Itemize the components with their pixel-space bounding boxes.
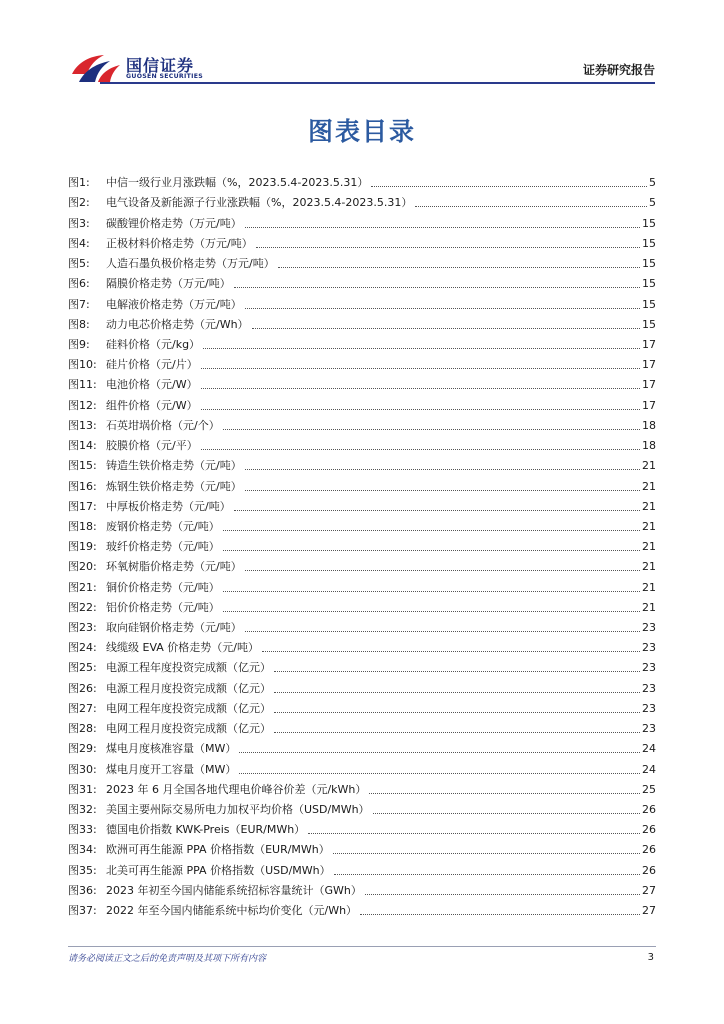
toc-dot-leader <box>274 691 640 693</box>
toc-dot-leader <box>360 913 640 915</box>
toc-entry[interactable] <box>68 473 656 493</box>
toc-page-number: 15 <box>642 236 656 250</box>
guosen-logo-mark-icon <box>70 52 122 86</box>
toc-figure-number: 图14: <box>68 439 97 453</box>
toc-figure-title: 煤电月度核准容量（MW） <box>106 742 237 756</box>
toc-figure-title: 电池价格（元/W） <box>106 378 198 392</box>
toc-figure-number: 图18: <box>68 519 97 533</box>
toc-page-number: 15 <box>642 216 656 230</box>
toc-entry[interactable] <box>68 413 656 433</box>
toc-page-number: 17 <box>642 398 656 412</box>
toc-dot-leader <box>223 549 640 551</box>
toc-figure-number: 图17: <box>68 499 97 513</box>
toc-entry[interactable] <box>68 595 656 615</box>
toc-page-number: 21 <box>642 499 656 513</box>
toc-figure-title: 隔膜价格走势（万元/吨） <box>106 277 231 291</box>
toc-figure-title: 德国电价指数 KWK-Preis（EUR/MWh） <box>106 823 306 837</box>
toc-entry[interactable] <box>68 190 656 210</box>
toc-entry[interactable] <box>68 736 656 756</box>
toc-entry[interactable] <box>68 352 656 372</box>
toc-figure-number: 图24: <box>68 641 97 655</box>
toc-dot-leader <box>365 893 640 895</box>
toc-entry[interactable] <box>68 554 656 574</box>
toc-entry[interactable] <box>68 878 656 898</box>
toc-dot-leader <box>223 529 640 531</box>
toc-entry[interactable] <box>68 453 656 473</box>
toc-dot-leader <box>278 266 640 268</box>
toc-page-number: 17 <box>642 337 656 351</box>
toc-entry[interactable] <box>68 655 656 675</box>
toc-page-number: 5 <box>649 196 656 210</box>
toc-page-number: 18 <box>642 439 656 453</box>
toc-figure-title: 中信一级行业月涨跌幅（%，2023.5.4-2023.5.31） <box>106 176 369 190</box>
toc-page-number: 26 <box>642 803 656 816</box>
toc-entry[interactable] <box>68 857 656 877</box>
toc-page-number: 25 <box>642 782 656 796</box>
toc-entry[interactable] <box>68 696 656 716</box>
toc-entry[interactable] <box>68 433 656 453</box>
toc-entry[interactable] <box>68 170 656 190</box>
toc-figure-title: 铜价价格走势（元/吨） <box>106 580 220 594</box>
toc-page-number: 15 <box>642 317 656 331</box>
toc-figure-number: 图34: <box>68 843 97 857</box>
toc-figure-title: 炼钢生铁价格走势（元/吨） <box>106 479 242 493</box>
toc-figure-number: 图13: <box>68 418 97 432</box>
toc-entry[interactable] <box>68 332 656 352</box>
toc-figure-number: 图2: <box>68 196 90 210</box>
toc-dot-leader <box>308 832 640 834</box>
toc-entry[interactable] <box>68 675 656 695</box>
toc-figure-title: 电源工程月度投资完成额（亿元） <box>106 681 271 695</box>
toc-dot-leader <box>373 812 640 814</box>
toc-entry[interactable] <box>68 372 656 392</box>
toc-dot-leader <box>274 731 640 733</box>
toc-dot-leader <box>201 448 640 450</box>
toc-figure-title: 铸造生铁价格走势（元/吨） <box>106 459 242 473</box>
toc-figure-number: 图5: <box>68 257 90 271</box>
toc-entry[interactable] <box>68 716 656 736</box>
toc-figure-number: 图20: <box>68 560 97 574</box>
toc-figure-title: 铝价价格走势（元/吨） <box>106 600 220 614</box>
toc-figure-number: 图16: <box>68 479 97 493</box>
toc-entry[interactable] <box>68 817 656 837</box>
toc-figure-number: 图25: <box>68 661 97 675</box>
toc-dot-leader <box>203 347 640 349</box>
toc-entry[interactable] <box>68 231 656 251</box>
toc-figure-title: 电气设备及新能源子行业涨跌幅（%，2023.5.4-2023.5.31） <box>106 196 413 210</box>
toc-dot-leader <box>239 751 640 753</box>
toc-figure-number: 图19: <box>68 540 97 554</box>
logo-chinese-name: 国信证券 <box>126 56 195 75</box>
toc-figure-title: 北美可再生能源 PPA 价格指数（USD/MWh） <box>106 863 331 877</box>
toc-figure-number: 图4: <box>68 236 90 250</box>
toc-page-number: 17 <box>642 378 656 392</box>
toc-entry[interactable] <box>68 797 656 817</box>
toc-figure-title: 2023 年 6 月全国各地代理电价峰谷价差（元/kWh） <box>106 782 367 796</box>
toc-entry[interactable] <box>68 898 656 918</box>
toc-figure-title: 线缆级 EVA 价格走势（元/吨） <box>106 641 259 655</box>
toc-figure-title: 电网工程月度投资完成额（亿元） <box>106 722 271 736</box>
toc-entry[interactable] <box>68 271 656 291</box>
toc-dot-leader <box>223 590 640 592</box>
page-title: 图表目录 <box>307 117 416 146</box>
toc-entry[interactable] <box>68 534 656 554</box>
toc-figure-title: 2023 年初至今国内储能系统招标容量统计（GWh） <box>106 883 362 897</box>
toc-figure-number: 图27: <box>68 701 97 715</box>
toc-entry[interactable] <box>68 251 656 271</box>
toc-figure-number: 图10: <box>68 358 97 372</box>
toc-figure-title: 胶膜价格（元/平） <box>106 439 198 453</box>
toc-entry[interactable] <box>68 615 656 635</box>
toc-figure-number: 图22: <box>68 600 97 614</box>
toc-dot-leader <box>262 650 640 652</box>
toc-figure-title: 正极材料价格走势（万元/吨） <box>106 236 253 250</box>
toc-page-number: 23 <box>642 701 656 715</box>
footer-divider <box>68 946 656 947</box>
toc-figure-number: 图28: <box>68 722 97 736</box>
toc-page-number: 15 <box>642 297 656 311</box>
toc-figure-number: 图31: <box>68 782 97 796</box>
toc-entry[interactable] <box>68 635 656 655</box>
toc-page-number: 5 <box>649 176 656 190</box>
toc-figure-title: 煤电月度开工容量（MW） <box>106 762 237 776</box>
toc-figure-title: 美国主要州际交易所电力加权平均价格（USD/MWh） <box>106 803 370 816</box>
toc-figure-title: 人造石墨负极价格走势（万元/吨） <box>106 257 275 271</box>
toc-figure-number: 图26: <box>68 681 97 695</box>
toc-page-number: 23 <box>642 621 656 635</box>
toc-figure-title: 欧洲可再生能源 PPA 价格指数（EUR/MWh） <box>106 843 330 857</box>
toc-figure-number: 图36: <box>68 883 97 897</box>
toc-figure-number: 图11: <box>68 378 97 392</box>
toc-dot-leader <box>274 670 640 672</box>
toc-page-number: 26 <box>642 863 656 877</box>
toc-page-number: 24 <box>642 742 656 756</box>
toc-dot-leader <box>201 408 640 410</box>
toc-page-number: 23 <box>642 641 656 655</box>
toc-dot-leader <box>256 246 640 248</box>
toc-entry[interactable] <box>68 494 656 514</box>
toc-figure-number: 图21: <box>68 580 97 594</box>
toc-figure-title: 动力电芯价格走势（元/Wh） <box>106 317 249 331</box>
page-number: 3 <box>647 952 654 963</box>
toc-dot-leader <box>245 307 640 309</box>
footer-disclaimer: 请务必阅读正文之后的免责声明及其项下所有内容 <box>68 954 267 964</box>
toc-figure-number: 图8: <box>68 317 90 331</box>
toc-entry[interactable] <box>68 777 656 797</box>
toc-figure-number: 图30: <box>68 762 97 776</box>
toc-figure-number: 图37: <box>68 904 97 918</box>
toc-figure-title: 石英坩埚价格（元/个） <box>106 418 220 432</box>
toc-page-number: 26 <box>642 843 656 857</box>
toc-entry[interactable] <box>68 392 656 412</box>
toc-dot-leader <box>234 509 640 511</box>
toc-figure-title: 硅片价格（元/片） <box>106 358 198 372</box>
toc-figure-title: 电解液价格走势（万元/吨） <box>106 297 242 311</box>
toc-figure-number: 图9: <box>68 337 90 351</box>
toc-page-number: 27 <box>642 883 656 897</box>
toc-figure-number: 图6: <box>68 277 90 291</box>
toc-figure-title: 电网工程年度投资完成额（亿元） <box>106 701 271 715</box>
toc-page-number: 15 <box>642 257 656 271</box>
toc-dot-leader <box>369 792 640 794</box>
toc-figure-number: 图15: <box>68 459 97 473</box>
toc-dot-leader <box>252 327 640 329</box>
toc-figure-title: 中厚板价格走势（元/吨） <box>106 499 231 513</box>
toc-page-number: 21 <box>642 600 656 614</box>
toc-dot-leader <box>201 387 640 389</box>
toc-figure-title: 2022 年至今国内储能系统中标均价变化（元/Wh） <box>106 904 358 918</box>
toc-figure-number: 图23: <box>68 621 97 635</box>
toc-dot-leader <box>223 610 640 612</box>
toc-page-number: 21 <box>642 519 656 533</box>
toc-page-number: 21 <box>642 479 656 493</box>
toc-page-number: 18 <box>642 418 656 432</box>
header-divider <box>100 82 655 84</box>
guosen-logo <box>70 52 210 86</box>
toc-figure-number: 图32: <box>68 803 97 816</box>
toc-figure-title: 环氧树脂价格走势（元/吨） <box>106 560 242 574</box>
toc-dot-leader <box>334 873 640 875</box>
logo-english-name: GUOSEN SECURITIES <box>126 73 203 80</box>
toc-page-number: 21 <box>642 540 656 554</box>
toc-figure-number: 图7: <box>68 297 90 311</box>
toc-entry[interactable] <box>68 756 656 776</box>
toc-dot-leader <box>239 772 640 774</box>
table-of-figures <box>68 170 656 918</box>
toc-dot-leader <box>234 286 640 288</box>
toc-page-number: 21 <box>642 560 656 574</box>
toc-figure-title: 电源工程年度投资完成额（亿元） <box>106 661 271 675</box>
toc-page-number: 17 <box>642 358 656 372</box>
toc-figure-number: 图33: <box>68 823 97 837</box>
toc-page-number: 23 <box>642 722 656 736</box>
toc-entry[interactable] <box>68 837 656 857</box>
toc-page-number: 21 <box>642 580 656 594</box>
toc-figure-number: 图1: <box>68 176 90 190</box>
toc-entry[interactable] <box>68 574 656 594</box>
toc-dot-leader <box>245 226 640 228</box>
toc-page-number: 24 <box>642 762 656 776</box>
toc-page-number: 27 <box>642 904 656 918</box>
toc-page-number: 26 <box>642 823 656 837</box>
toc-figure-number: 图35: <box>68 863 97 877</box>
toc-figure-number: 图29: <box>68 742 97 756</box>
toc-dot-leader <box>245 489 640 491</box>
toc-page-number: 23 <box>642 681 656 695</box>
toc-figure-title: 玻纤价格走势（元/吨） <box>106 540 220 554</box>
toc-page-number: 15 <box>642 277 656 291</box>
toc-dot-leader <box>415 205 647 207</box>
toc-dot-leader <box>371 185 647 187</box>
toc-figure-title: 碳酸锂价格走势（万元/吨） <box>106 216 242 230</box>
toc-dot-leader <box>274 711 640 713</box>
toc-page-number: 21 <box>642 459 656 473</box>
toc-dot-leader <box>223 428 640 430</box>
toc-page-number: 23 <box>642 661 656 675</box>
toc-entry[interactable] <box>68 514 656 534</box>
toc-figure-title: 硅料价格（元/kg） <box>106 337 201 351</box>
toc-entry[interactable] <box>68 291 656 311</box>
toc-dot-leader <box>245 630 640 632</box>
page-header <box>0 0 724 90</box>
toc-dot-leader <box>245 468 640 470</box>
toc-figure-title: 组件价格（元/W） <box>106 398 198 412</box>
toc-entry[interactable] <box>68 210 656 230</box>
toc-figure-title: 取向硅钢价格走势（元/吨） <box>106 621 242 635</box>
report-type-label: 证券研究报告 <box>582 63 655 77</box>
toc-dot-leader <box>333 852 640 854</box>
toc-figure-title: 废钢价格走势（元/吨） <box>106 519 220 533</box>
toc-figure-number: 图12: <box>68 398 97 412</box>
toc-entry[interactable] <box>68 312 656 332</box>
toc-dot-leader <box>201 367 640 369</box>
toc-dot-leader <box>245 569 640 571</box>
toc-figure-number: 图3: <box>68 216 90 230</box>
